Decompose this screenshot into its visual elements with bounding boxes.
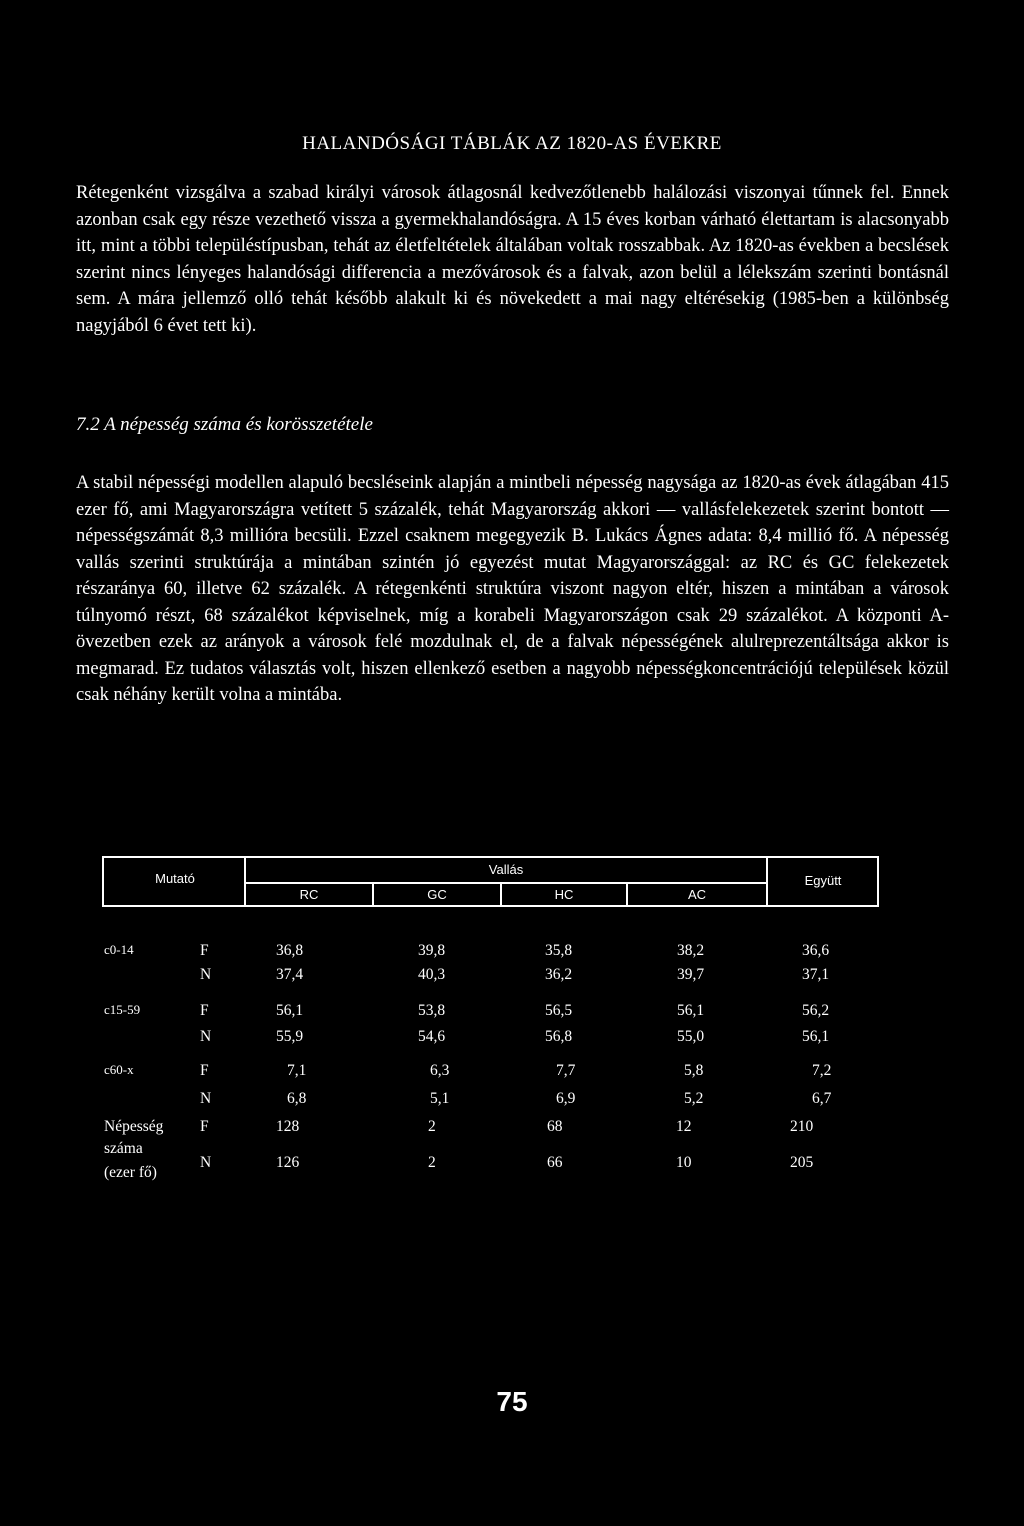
- table-cell: 55,9: [276, 1028, 304, 1045]
- row-label: c15-59: [104, 1002, 141, 1017]
- table-cell: 128: [276, 1118, 300, 1135]
- table-cell: 35,8: [545, 942, 573, 959]
- table-cell: 68: [547, 1118, 563, 1135]
- sex-cell: N: [200, 1028, 212, 1045]
- table-cell: 7,1: [287, 1062, 307, 1079]
- table-cell: 56,1: [276, 1002, 304, 1019]
- table-cell: 6,9: [556, 1090, 576, 1107]
- table-cell: 37,4: [276, 966, 304, 983]
- table-cell: 36,2: [545, 966, 573, 983]
- table-cell: 2: [428, 1154, 436, 1171]
- table-cell: 36,6: [802, 942, 830, 959]
- table-cell: 56,5: [545, 1002, 573, 1019]
- table-cell: 53,8: [418, 1002, 446, 1019]
- sex-cell: F: [200, 1062, 209, 1079]
- table-cell: 6,3: [430, 1062, 450, 1079]
- table-cell: 55,0: [677, 1028, 705, 1045]
- table-cell: 5,2: [684, 1090, 704, 1107]
- sex-cell: F: [200, 1002, 209, 1019]
- table-cell: 126: [276, 1154, 300, 1171]
- sex-cell: N: [200, 1154, 212, 1171]
- header-religion: RC: [299, 887, 319, 902]
- sex-cell: F: [200, 942, 209, 959]
- table-cell: 2: [428, 1118, 436, 1135]
- header-religion: GC: [427, 887, 447, 902]
- table-cell: 210: [790, 1118, 814, 1135]
- header-subdivider: [246, 882, 768, 884]
- table-cell: 5,8: [684, 1062, 704, 1079]
- header-mutato: Mutató: [155, 871, 195, 886]
- table-cell: 36,8: [276, 942, 304, 959]
- table-cell: 39,7: [677, 966, 705, 983]
- header-religion: HC: [554, 887, 574, 902]
- section-heading: 7.2 A népesség száma és korösszetétele: [76, 414, 373, 435]
- row-label: (ezer fő): [104, 1164, 157, 1181]
- paragraph-1: Rétegenként vizsgálva a szabad királyi városok átlagosnál kedvezőtlenebb halálozási viszonyai tűnnek fel. Ennek azonban csak egy része vezethető vissza a gyermekhalandóságra. A 15 éves korban várható élettartam is alacsonyabb itt, mint a többi településtípusban, tehát az életfeltételek általában voltak rosszabbak. Az 1820-as években a becslések szerint nincs lényeges halandósági differencia a mezővárosok és a falvak, azon belül a lélekszám szerinti bontásnál sem. A mára jellemző olló tehát később alakult ki és növekedett a mai nagy eltérésekig (1985-ben a különbség nagyjából 6 évet tett ki).: [76, 183, 949, 336]
- header-religion: AC: [687, 887, 707, 902]
- table-cell: 39,8: [418, 942, 446, 959]
- page-number: 75: [496, 1386, 528, 1417]
- row-label: Népesség: [104, 1118, 164, 1135]
- table-cell: 40,3: [418, 966, 446, 983]
- table-cell: 38,2: [677, 942, 705, 959]
- header-egyutt: Együtt: [804, 873, 842, 888]
- table-cell: 7,7: [556, 1062, 576, 1079]
- table-cell: 56,8: [545, 1028, 573, 1045]
- table-cell: 54,6: [418, 1028, 446, 1045]
- paragraph-2: A stabil népességi modellen alapuló becsléseink alapján a mintbeli népesség nagysága az 1820-as évek átlagában 415 ezer fő, ami Magyarországra vetített 5 százalék, tehát Magyarország akkori — vallásfelekezetek szerint bontott — népességszámát 8,3 millióra becsüli. Ezzel csaknem megegyezik B. Lukács Ágnes adata: 8,4 millió fő. A népesség vallás szerinti struktúrája a mintában szintén jó egyezést mutat Magyarországgal: az RC és GC felekezetek részaránya 60, illetve 62 százalék. A rétegenkénti struktúra viszont nagyon eltér, hiszen a mintában a városok túlnyomó részt, 68 százalékot képviselnek, míg a korabeli Magyarországon csak 29 százalékot. A központi A-övezetben ezek az arányok a városok felé mozdulnak el, de a falvak népességének alulreprezentáltsága akkor is megmarad. Ez tudatos választás volt, hiszen ellenkező esetben a nagyobb népességkoncentrációjú települések közül csak néhány került volna a mintába.: [76, 473, 949, 705]
- row-label: c0-14: [104, 942, 134, 957]
- table-cell: 56,1: [802, 1028, 830, 1045]
- row-label: száma: [104, 1140, 143, 1157]
- table-cell: 66: [547, 1154, 563, 1171]
- table-cell: 205: [790, 1154, 814, 1171]
- table-cell: 12: [676, 1118, 692, 1135]
- row-label: c60-x: [104, 1062, 134, 1077]
- table-cell: 6,8: [287, 1090, 307, 1107]
- sex-cell: N: [200, 1090, 212, 1107]
- table-cell: 56,2: [802, 1002, 830, 1019]
- table-cell: 56,1: [677, 1002, 705, 1019]
- sex-cell: N: [200, 966, 212, 983]
- table-cell: 10: [676, 1154, 692, 1171]
- table-header: [102, 856, 879, 907]
- page-title: HALANDÓSÁGI TÁBLÁK AZ 1820-AS ÉVEKRE: [302, 133, 722, 154]
- table-cell: 6,7: [812, 1090, 832, 1107]
- table-cell: 37,1: [802, 966, 830, 983]
- sex-cell: F: [200, 1118, 209, 1135]
- table-cell: 5,1: [430, 1090, 450, 1107]
- table-cell: 7,2: [812, 1062, 832, 1079]
- header-vallas: Vallás: [488, 862, 524, 877]
